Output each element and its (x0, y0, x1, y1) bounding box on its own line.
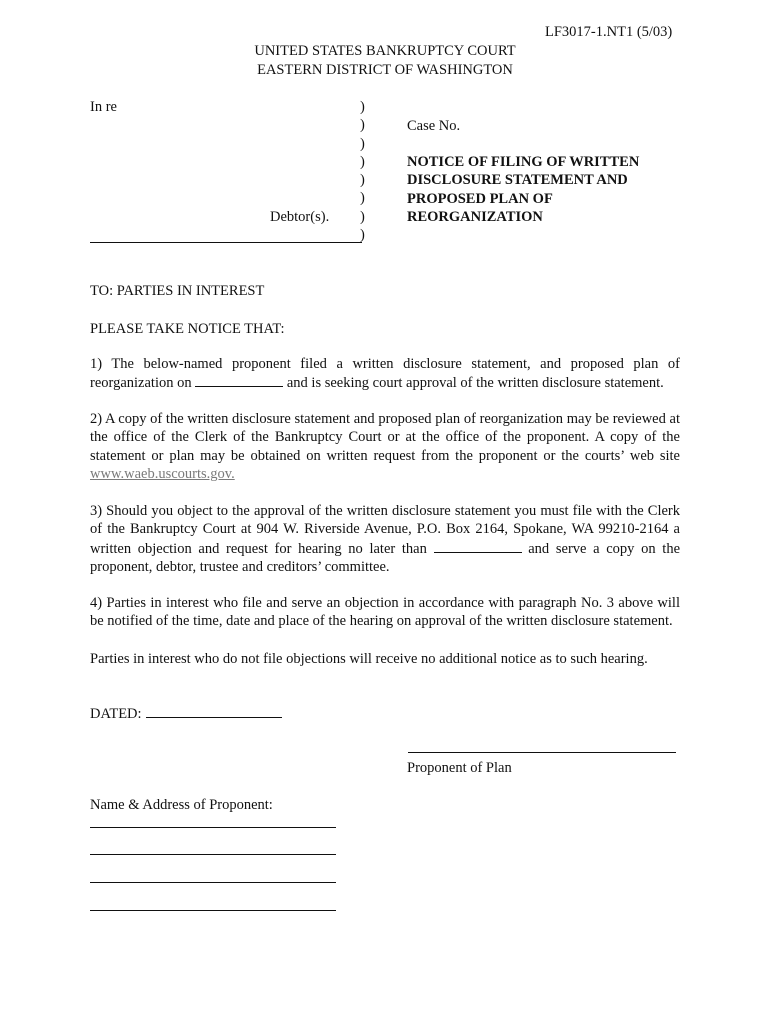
caption-paren: ) (360, 208, 365, 225)
caption-paren: ) (360, 135, 365, 152)
dated-row (90, 704, 282, 723)
address-line[interactable] (90, 827, 336, 828)
paragraph-3-text-end: and serve a copy on the proponent, debtor, trustee and creditors’ committee. (90, 540, 681, 575)
notice-title (407, 153, 687, 226)
paragraph-5: Parties in interest who do not file objections will receive no additional notice as to such hearing. (90, 651, 648, 667)
caption-paren: ) (360, 117, 365, 134)
address-line[interactable] (90, 910, 336, 911)
notice-title-line: NOTICE OF FILING OF WRITTEN (407, 154, 640, 170)
court-name: UNITED STATES BANKRUPTCY COURT (254, 43, 516, 59)
paragraph-1-text: 1) The below-named proponent filed a written disclosure statement, and proposed plan of reorganization on (90, 356, 680, 392)
caption-paren: ) (360, 99, 365, 115)
caption-paren: ) (360, 227, 365, 244)
paragraph-3 (90, 502, 680, 576)
notice-title-line: DISCLOSURE STATEMENT AND (407, 172, 628, 189)
debtor-label: Debtor(s). (270, 209, 330, 225)
caption-paren: ) (360, 153, 365, 170)
dated-blank[interactable] (146, 704, 282, 718)
in-re-label: In re (90, 99, 117, 115)
caption-paren: ) (360, 172, 365, 189)
please-take-notice: PLEASE TAKE NOTICE THAT: (90, 321, 285, 337)
caption-paren: ) (360, 190, 365, 207)
paragraph-2-text: 2) A copy of the written disclosure statement and proposed plan of reorganization may be reviewed at the office of the Clerk of the Bankruptcy Court or at the office of the proponent. A copy of the statement or plan may be obtained on written request from the proponent or the courts’ web site (90, 411, 680, 464)
filing-date-blank[interactable] (195, 373, 283, 387)
caption-parentheses (360, 98, 370, 244)
paragraph-2 (90, 410, 680, 483)
address-line[interactable] (90, 854, 336, 855)
signature-label: Proponent of Plan (407, 760, 512, 776)
objection-deadline-blank[interactable] (434, 539, 522, 553)
notice-title-line: REORGANIZATION (407, 208, 543, 225)
dated-label: DATED: (90, 706, 142, 722)
paragraph-1 (90, 355, 680, 393)
paragraph-1-text-end: and is seeking court approval of the written disclosure statement. (286, 375, 664, 392)
caption-underline (90, 242, 362, 243)
signature-line[interactable] (408, 752, 676, 753)
name-address-label: Name & Address of Proponent: (90, 797, 273, 813)
to-line: TO: PARTIES IN INTEREST (90, 283, 265, 299)
form-number: LF3017-1.NT1 (5/03) (545, 24, 673, 40)
paragraph-4: 4) Parties in interest who file and serve an objection in accordance with paragraph No. 3 above will be notified of the time, date and place of the hearing on approval of the written disclosure statement. (90, 595, 680, 630)
court-website-link[interactable]: www.waeb.uscourts.gov. (90, 465, 235, 482)
address-line[interactable] (90, 882, 336, 883)
case-number-label: Case No. (407, 118, 461, 134)
court-district: EASTERN DISTRICT OF WASHINGTON (257, 62, 513, 78)
notice-title-line: PROPOSED PLAN OF (407, 190, 553, 207)
paragraph-3-text: 3) Should you object to the approval of the written disclosure statement you must file with the Clerk of the Bankruptcy Court at 904 W. Riverside Avenue, P.O. Box 2164, Spokane, WA 99210-2164 a written objection and request for hearing no later than (90, 503, 680, 557)
